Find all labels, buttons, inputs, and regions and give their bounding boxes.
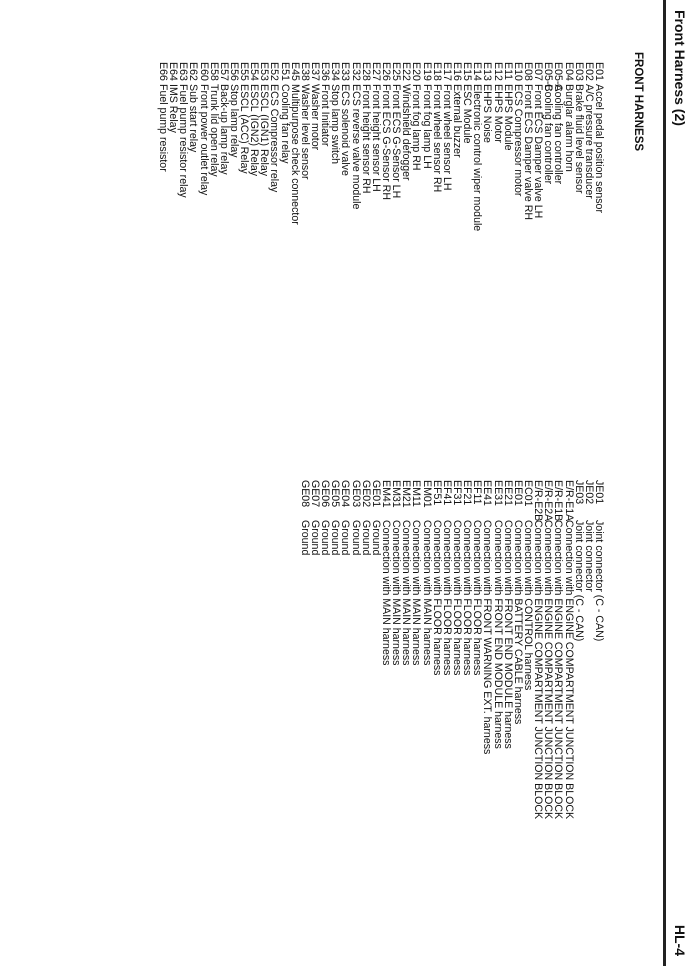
connector-code: E45 (288, 62, 301, 81)
connector-code: E60 (197, 62, 210, 81)
connector-description: Connection with MAIN harness (390, 520, 403, 666)
connector-description: Ground (329, 520, 342, 556)
connector-code: E38 (298, 62, 311, 81)
connector-description: Joint connector (582, 520, 595, 592)
connector-code: E03 (572, 62, 585, 81)
connector-code: E02 (582, 62, 595, 81)
connector-description: Connection with CONTROL harness (522, 520, 535, 691)
connector-description: External buzzer (451, 84, 464, 158)
connector-code: E32 (349, 62, 362, 81)
connector-description: Front fog lamp LH (420, 84, 433, 169)
connector-code: E/R-E2A (542, 480, 555, 522)
connector-code: GE04 (339, 480, 352, 508)
connector-code: GE01 (369, 480, 382, 508)
connector-code: EM31 (390, 480, 403, 508)
connector-description: Connection with ENGINE COMPARTMENT JUNCTION BLOCK (532, 520, 545, 820)
connector-code: EF21 (461, 480, 474, 506)
page-number: HL-4 (672, 924, 688, 956)
connector-description: Ground (339, 520, 352, 556)
connector-code: E26 (380, 62, 393, 81)
connector-code: E27 (369, 62, 382, 81)
connector-code: E22 (400, 62, 413, 81)
connector-code: E36 (319, 62, 332, 81)
page-title: Front Harness (2) (672, 10, 688, 126)
connector-description: Connection with FLOOR harness (461, 520, 474, 676)
connector-description: Front fog lamp RH (410, 84, 423, 171)
connector-description: Front ECS G-Sensor RH (380, 84, 393, 200)
right-code-column (300, 480, 604, 521)
connector-description: Burglar alarm horn (562, 84, 575, 172)
connector-code: GE05 (329, 480, 342, 508)
connector-description: A/C pressure transducer (582, 84, 595, 199)
connector-code: E04 (562, 62, 575, 81)
connector-description: Front Initiator (319, 84, 332, 147)
connector-description: Multipurpose check connector (288, 84, 301, 225)
connector-description: Windshield defogger (400, 84, 413, 181)
connector-code: E52 (268, 62, 281, 81)
connector-code: E63 (177, 62, 190, 81)
connector-description: Front wheel sensor LH (440, 84, 453, 191)
connector-code: EE41 (481, 480, 494, 506)
connector-code: E54 (248, 62, 261, 81)
connector-code: EM01 (420, 480, 433, 508)
connector-code: JE03 (572, 480, 585, 505)
connector-description: ESC Module (461, 84, 474, 144)
connector-code: JE02 (582, 480, 595, 505)
connector-description: Back-up lamp relay (217, 84, 230, 175)
connector-code: E53 (258, 62, 271, 81)
connector-code: E13 (481, 62, 494, 81)
connector-code: E28 (359, 62, 372, 81)
connector-code: E58 (207, 62, 220, 81)
connector-description: Front wheel sensor RH (430, 84, 443, 193)
connector-description: Connection with FLOOR harness (451, 520, 464, 676)
connector-code: E56 (227, 62, 240, 81)
connector-description: Connection with ENGINE COMPARTMENT JUNCTION BLOCK (542, 520, 555, 820)
connector-code: E10 (511, 62, 524, 81)
connector-code: EC01 (522, 480, 535, 507)
connector-description: Ground (369, 520, 382, 556)
connector-code: E34 (329, 62, 342, 81)
connector-description: Connection with MAIN harness (420, 520, 433, 666)
connector-description: ECS Compressor motor (511, 84, 524, 197)
connector-code: E18 (430, 62, 443, 81)
connector-description: Cooling fan controller (552, 84, 565, 185)
connector-code: E/R-E1B (552, 480, 565, 522)
connector-description: Stop lamp switch (329, 84, 342, 165)
connector-description: ESCL (IGN1) Relay (258, 84, 271, 177)
connector-description: Ground (309, 520, 322, 556)
connector-description: Ground (298, 520, 311, 556)
connector-description: Ground (349, 520, 362, 556)
connector-code: EM41 (380, 480, 393, 508)
connector-description: Stop lamp relay (227, 84, 240, 158)
connector-description: Connection with MAIN harness (380, 520, 393, 666)
connector-code: E11 (501, 62, 514, 81)
header-divider (663, 0, 666, 966)
connector-description: IMS Relay (167, 84, 180, 133)
connector-description: EHPS Noise (481, 84, 494, 143)
connector-description: Front ECS G-Sensor LH (390, 84, 403, 199)
connector-description: Washer level sensor (298, 84, 311, 180)
connector-description: Cooling fan relay (278, 84, 291, 164)
connector-description: Front power outlet relay (197, 84, 210, 196)
connector-description: Front height sensor LH (369, 84, 382, 192)
connector-description: Connection with FLOOR harness (471, 520, 484, 676)
connector-code: EE31 (491, 480, 504, 506)
connector-code: GE08 (298, 480, 311, 508)
connector-code: E05-B (542, 62, 555, 92)
connector-code: JE01 (593, 480, 605, 505)
connector-description: Brake fluid level sensor (572, 84, 585, 194)
connector-description: Connection with ENGINE COMPARTMENT JUNCTION BLOCK (552, 520, 565, 820)
connector-code: EF51 (430, 480, 443, 506)
connector-code: E/R-E2B (532, 480, 545, 522)
connector-description: Accel pedal position sensor (593, 84, 605, 213)
connector-code: E07 (532, 62, 545, 81)
connector-code: E62 (187, 62, 200, 81)
connector-code: E57 (217, 62, 230, 81)
connector-code: EF11 (471, 480, 484, 505)
connector-code: E55 (238, 62, 251, 81)
connector-description: Connection with FLOOR harness (440, 520, 453, 676)
connector-code: EE21 (501, 480, 514, 506)
connector-code: E20 (410, 62, 423, 81)
connector-code: E16 (451, 62, 464, 81)
connector-description: Connection with BATTERY CABLE harness (511, 520, 524, 725)
right-name-column (300, 520, 604, 819)
connector-code: E37 (309, 62, 322, 81)
connector-description: Joint connector (C - CAN) (572, 520, 585, 642)
connector-code: E12 (491, 62, 504, 81)
connector-code: EE01 (511, 480, 524, 506)
connector-description: ECS Compressor relay (268, 84, 281, 193)
connector-description: Ground (359, 520, 372, 556)
connector-description: Connection with FRONT WARNING EXT. harness (481, 520, 494, 755)
connector-code: E01 (593, 62, 605, 81)
connector-description: Fuel pump resistor relay (177, 84, 190, 198)
connector-description: Front ECS Damper valve LH (532, 84, 545, 219)
connector-code: E/R-E1A (562, 480, 575, 522)
connector-description: Electronic control wiper module (471, 84, 484, 232)
connector-description: Washer motor (309, 84, 322, 151)
connector-code: E19 (420, 62, 433, 81)
connector-description: Fuel pump resistor (156, 84, 169, 172)
connector-description: Sub start relay (187, 84, 200, 153)
connector-description: Connection with FRONT END MODULE harness (501, 520, 514, 749)
connector-code: E08 (522, 62, 535, 81)
connector-code: EF41 (440, 480, 453, 506)
connector-code: E25 (390, 62, 403, 81)
connector-code: E66 (156, 62, 169, 81)
connector-description: Ground (319, 520, 332, 556)
connector-code: EM21 (400, 480, 413, 508)
connector-description: Joint connector (C - CAN) (593, 520, 605, 642)
connector-description: ECS solenoid valve (339, 84, 352, 176)
connector-description: EHPS Module (501, 84, 514, 151)
connector-code: E14 (471, 62, 484, 81)
connector-code: E15 (461, 62, 474, 81)
connector-code: GE07 (309, 480, 322, 508)
connector-description: ESCL (IGN2) Relay (248, 84, 261, 177)
connector-code: GE06 (319, 480, 332, 508)
connector-description: Trunk lid open relay (207, 84, 220, 177)
connector-description: Connection with MAIN harness (400, 520, 413, 666)
connector-description: Connection with FLOOR harness (430, 520, 443, 676)
connector-code: GE02 (359, 480, 372, 508)
connector-code: E33 (339, 62, 352, 81)
left-name-column (158, 84, 604, 231)
connector-description: Connection with FRONT END MODULE harness (491, 520, 504, 749)
connector-code: E64 (167, 62, 180, 81)
connector-description: Front height sensor RH (359, 84, 372, 194)
connector-description: Front ECS Damper valve RH (522, 84, 535, 220)
connector-description: ESCL (ACC) Relay (238, 84, 251, 174)
connector-code: E17 (440, 62, 453, 81)
section-title: FRONT HARNESS (632, 52, 644, 152)
connector-code: EF31 (451, 480, 464, 506)
connector-description: Connection with MAIN harness (410, 520, 423, 666)
connector-code: E05-A (552, 62, 565, 92)
connector-description: EHPS Motor (491, 84, 504, 143)
connector-code: GE03 (349, 480, 362, 508)
connector-description: Cooling fan controller (542, 84, 555, 185)
connector-description: Connection with ENGINE COMPARTMENT JUNCTION BLOCK (562, 520, 575, 820)
connector-code: EM11 (410, 480, 423, 507)
connector-description: ECS reverse valve module (349, 84, 362, 210)
connector-code: E51 (278, 62, 291, 81)
